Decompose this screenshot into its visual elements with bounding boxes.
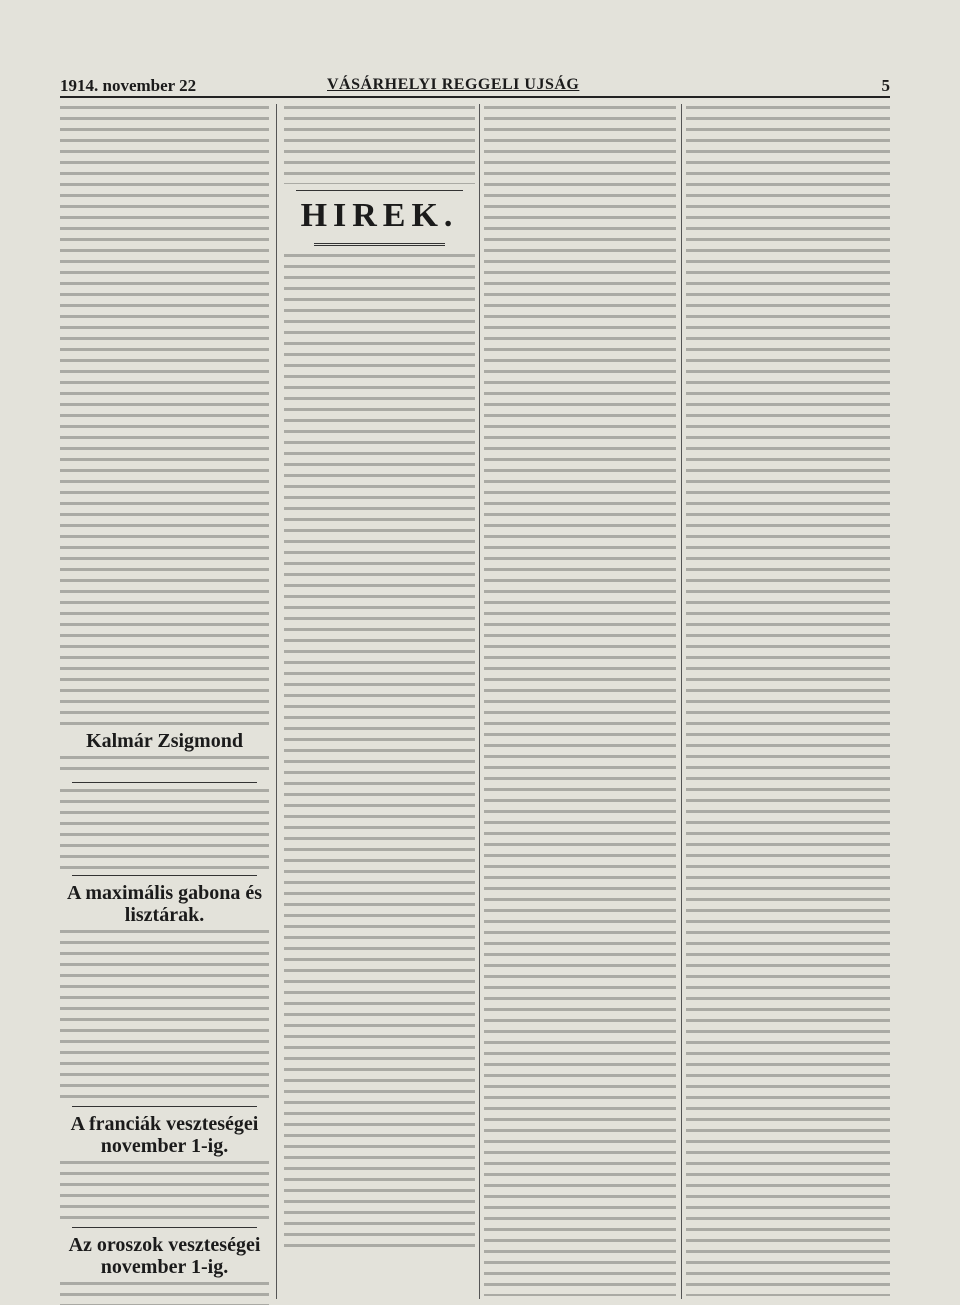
column-1 <box>60 104 269 1299</box>
illegible-text-block <box>60 930 269 1100</box>
page-header <box>60 74 890 98</box>
divider <box>72 875 257 876</box>
illegible-text-block <box>60 106 269 726</box>
illegible-text-block <box>284 106 475 184</box>
divider <box>72 1106 257 1107</box>
page-number: 5 <box>881 76 890 95</box>
illegible-text-block <box>284 254 475 1254</box>
article-headline: A maximális gabona és lisztárak. <box>66 882 263 926</box>
section-title: HIREK. <box>300 197 459 234</box>
illegible-text-block <box>60 1282 269 1305</box>
divider <box>72 1227 257 1228</box>
column-2 <box>284 104 475 1299</box>
column-4 <box>686 104 890 1299</box>
illegible-text-block <box>60 789 269 869</box>
article-headline: A franciák veszteségei november 1-ig. <box>70 1113 259 1157</box>
article-headline: Az oroszok veszteségei november 1-ig. <box>68 1234 261 1278</box>
divider <box>314 243 445 246</box>
column-divider <box>681 104 682 1299</box>
divider <box>296 190 463 191</box>
signature-name: Kalmár Zsigmond <box>86 730 243 752</box>
issue-date: 1914. november 22 <box>60 76 197 95</box>
illegible-text-block <box>60 756 269 776</box>
column-3 <box>484 104 676 1299</box>
illegible-text-block <box>60 1161 269 1221</box>
column-divider <box>276 104 277 1299</box>
masthead: VÁSÁRHELYI REGGELI UJSÁG <box>327 76 580 93</box>
column-divider <box>479 104 480 1299</box>
divider <box>72 782 257 783</box>
illegible-text-block <box>686 106 890 1296</box>
illegible-text-block <box>484 106 676 1296</box>
